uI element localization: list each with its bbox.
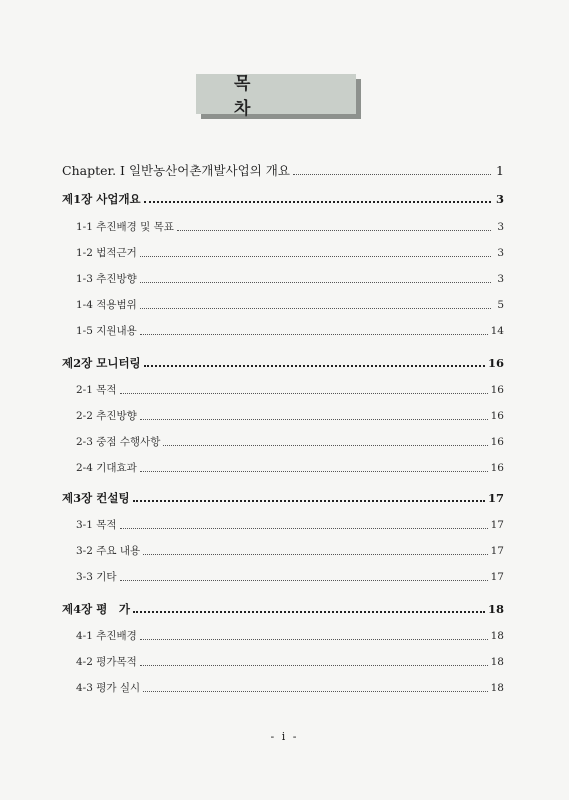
toc-item-label: 4-1 추진배경 bbox=[76, 630, 137, 642]
toc-item-label: 1-3 추진방향 bbox=[76, 273, 137, 285]
toc-chapter-label: Chapter. Ⅰ 일반농산어촌개발사업의 개요 bbox=[62, 163, 290, 178]
toc-item-row[interactable] bbox=[76, 512, 504, 532]
toc-leader bbox=[144, 357, 485, 367]
toc-item-row[interactable] bbox=[76, 318, 504, 338]
toc-leader bbox=[140, 463, 488, 472]
toc-leader bbox=[143, 683, 487, 692]
toc-section-row[interactable] bbox=[62, 186, 504, 206]
toc-leader bbox=[120, 385, 488, 394]
toc-page-number: 17 bbox=[490, 571, 504, 583]
toc-section-label: 제1장 사업개요 bbox=[62, 192, 141, 206]
toc-item-row[interactable] bbox=[76, 675, 504, 695]
toc-page-number: 5 bbox=[497, 299, 504, 311]
toc-page-number: 18 bbox=[487, 602, 504, 616]
toc-leader bbox=[140, 631, 488, 640]
toc-title-box bbox=[196, 74, 356, 119]
toc-item-label: 1-1 추진배경 및 목표 bbox=[76, 221, 174, 233]
toc-item-label: 2-1 목적 bbox=[76, 384, 117, 396]
toc-item-row[interactable] bbox=[76, 403, 504, 423]
toc-item-row[interactable] bbox=[76, 214, 504, 234]
toc-item-row[interactable] bbox=[76, 564, 504, 584]
toc-leader bbox=[177, 222, 491, 231]
toc-page-number: 17 bbox=[490, 545, 504, 557]
toc-page-number: 16 bbox=[490, 462, 504, 474]
toc-item-label: 4-3 평가 실시 bbox=[76, 682, 141, 694]
toc-leader bbox=[140, 326, 488, 335]
toc-item-label: 3-3 기타 bbox=[76, 571, 117, 583]
toc-page-number: 14 bbox=[490, 325, 504, 337]
toc-page-number: 17 bbox=[490, 519, 504, 531]
toc-page-number: 16 bbox=[490, 436, 504, 448]
toc-page-number: 16 bbox=[490, 384, 504, 396]
toc-item-row[interactable] bbox=[76, 429, 504, 449]
toc-item-row[interactable] bbox=[76, 292, 504, 312]
toc-section-row[interactable] bbox=[62, 485, 504, 505]
toc-page-number: 16 bbox=[490, 410, 504, 422]
toc-page-number: 18 bbox=[490, 656, 504, 668]
toc-item-label: 2-2 추진방향 bbox=[76, 410, 137, 422]
toc-item-label: 1-4 적용범위 bbox=[76, 299, 137, 311]
toc-leader bbox=[143, 546, 487, 555]
toc-section-row[interactable] bbox=[62, 596, 504, 616]
toc-item-label: 3-2 주요 내용 bbox=[76, 545, 141, 557]
toc-item-label: 2-3 중점 수행사항 bbox=[76, 436, 161, 448]
toc-leader bbox=[140, 657, 488, 666]
toc-leader bbox=[163, 437, 487, 446]
toc-item-row[interactable] bbox=[76, 266, 504, 286]
toc-leader bbox=[140, 411, 488, 420]
toc-section-label: 제2장 모니터링 bbox=[62, 356, 141, 370]
toc-title: 목 차 bbox=[234, 74, 289, 119]
toc-item-label: 1-5 지원내용 bbox=[76, 325, 137, 337]
toc-page-number: 18 bbox=[490, 630, 504, 642]
toc-item-row[interactable] bbox=[76, 538, 504, 558]
toc-leader bbox=[140, 300, 491, 309]
toc-page-number: 1 bbox=[496, 163, 504, 178]
toc-leader bbox=[293, 166, 491, 175]
toc-item-row[interactable] bbox=[76, 649, 504, 669]
toc-leader bbox=[120, 520, 488, 529]
toc-page-number: 18 bbox=[490, 682, 504, 694]
toc-leader bbox=[144, 193, 491, 203]
toc-leader bbox=[133, 492, 485, 502]
toc-section-label: 제4장 평 가 bbox=[62, 602, 130, 616]
toc-item-label: 4-2 평가목적 bbox=[76, 656, 137, 668]
toc-page-number: 3 bbox=[497, 221, 504, 233]
toc-chapter-row[interactable] bbox=[62, 158, 504, 178]
toc-item-row[interactable] bbox=[76, 623, 504, 643]
toc-item-row[interactable] bbox=[76, 377, 504, 397]
toc-item-row[interactable] bbox=[76, 455, 504, 475]
toc-item-label: 3-1 목적 bbox=[76, 519, 117, 531]
toc-leader bbox=[133, 603, 485, 613]
toc-leader bbox=[140, 248, 491, 257]
page-number-footer: - i - bbox=[270, 730, 299, 743]
toc-leader bbox=[140, 274, 491, 283]
toc-item-row[interactable] bbox=[76, 240, 504, 260]
toc-page-number: 3 bbox=[497, 247, 504, 259]
toc-section-label: 제3장 컨설팅 bbox=[62, 491, 130, 505]
toc-page-number: 3 bbox=[495, 192, 504, 206]
toc-item-label: 1-2 법적근거 bbox=[76, 247, 137, 259]
toc-page-number: 17 bbox=[487, 491, 504, 505]
toc-leader bbox=[120, 572, 488, 581]
toc-section-row[interactable] bbox=[62, 350, 504, 370]
toc-item-label: 2-4 기대효과 bbox=[76, 462, 137, 474]
toc-page-number: 3 bbox=[497, 273, 504, 285]
toc-page-number: 16 bbox=[487, 356, 504, 370]
